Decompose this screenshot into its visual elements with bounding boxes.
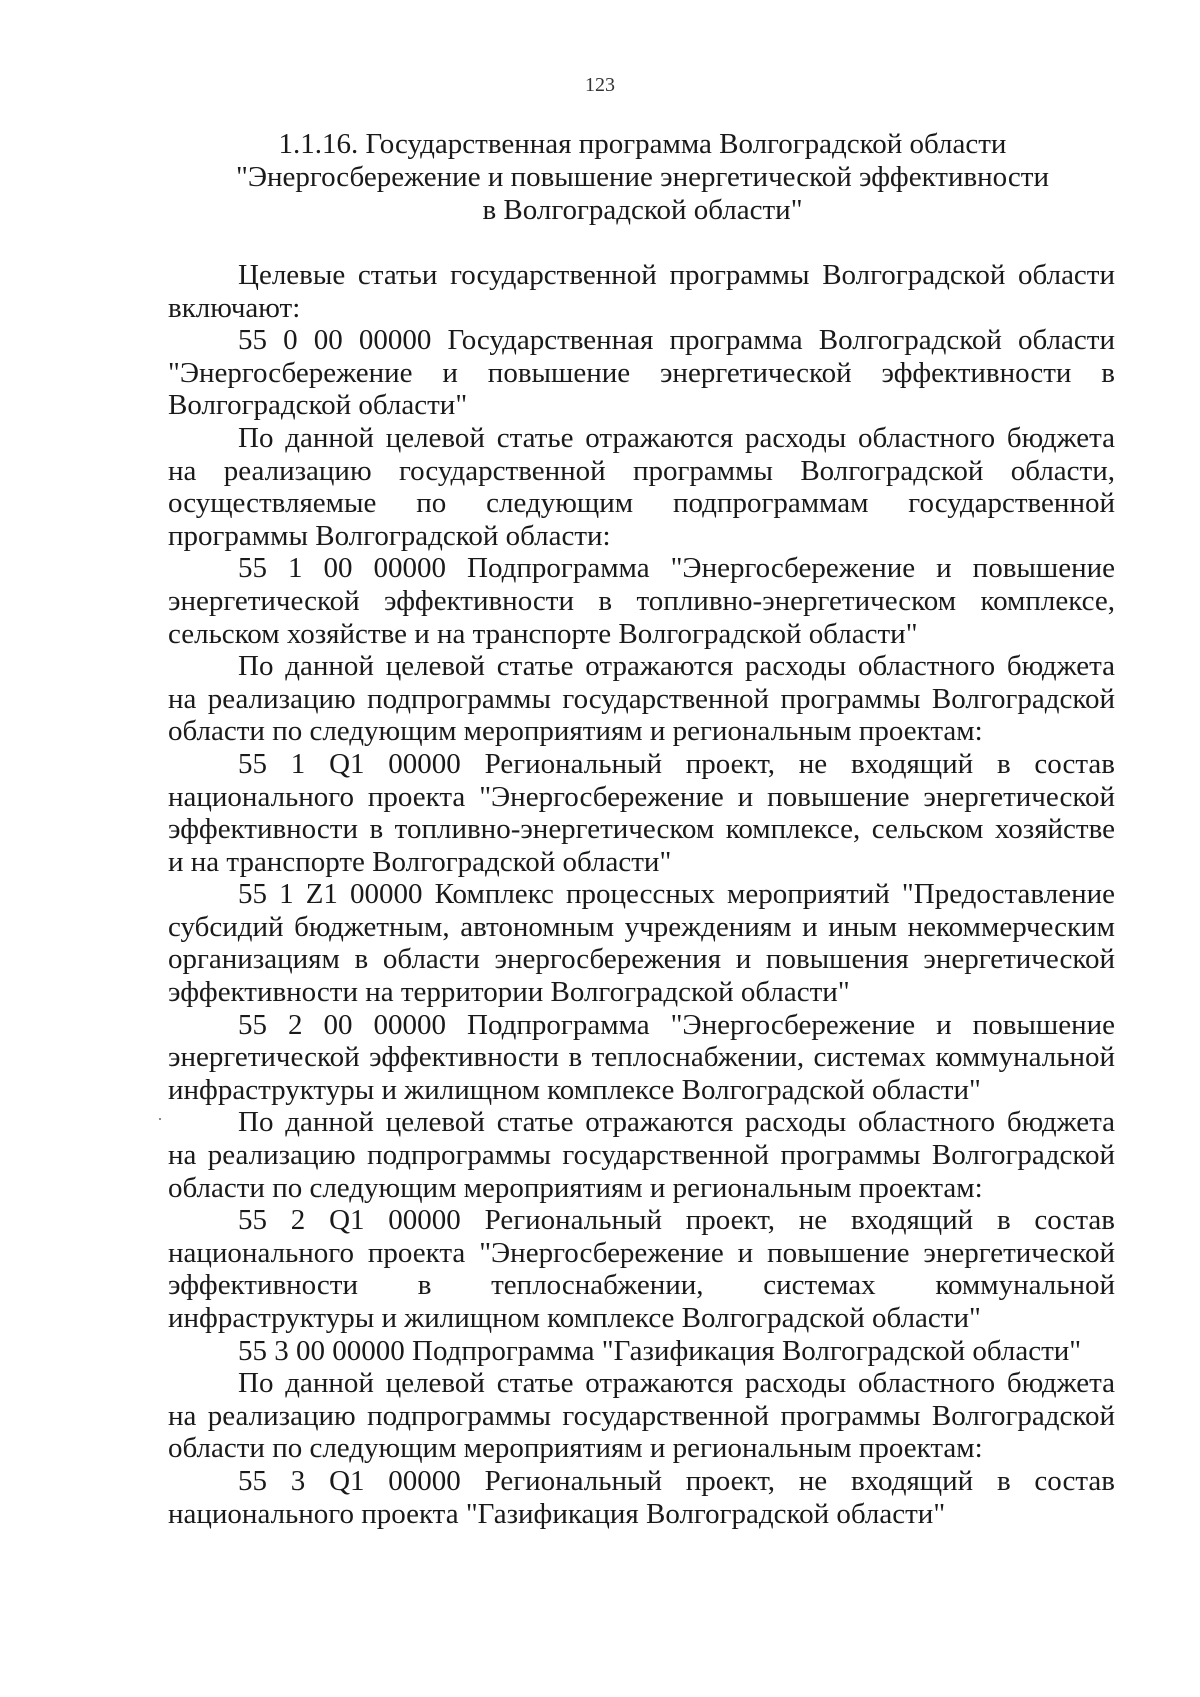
paragraph-project-55-2-q1: 55 2 Q1 00000 Региональный проект, не входящий в состав национального проекта "Энергосбережение и повышение энергетической эффективности в теплоснабжении, системах коммунальной инфраструктуры и жилищном комплексе Волгоградской области" [168,1204,1115,1334]
paragraph-subprogram-55-1: 55 1 00 00000 Подпрограмма "Энергосбережение и повышение энергетической эффективности в топливно-энергетическом комплексе, сельском хозяйстве и на транспорте Волгоградской области" [168,552,1115,650]
paragraph-subprogram-55-2: 55 2 00 00000 Подпрограмма "Энергосбережение и повышение энергетической эффективности в теплоснабжении, системах коммунальной инфраструктуры и жилищном комплексе Волгоградской области" [168,1008,1115,1106]
scan-artifact-dot [159,1118,161,1120]
heading-line-2: "Энергосбережение и повышение энергетической эффективности [236,161,1049,193]
paragraph-program-55-0: 55 0 00 00000 Государственная программа Волгоградской области "Энергосбережение и повышение энергетической эффективности в Волгоградской области" [168,324,1115,422]
section-heading [170,128,1115,227]
paragraph-project-55-1-q1: 55 1 Q1 00000 Региональный проект, не входящий в состав национального проекта "Энергосбережение и повышение энергетической эффективности в топливно-энергетическом комплексе, сельском хозяйстве и на транспорте Волгоградской области" [168,747,1115,878]
paragraph-intro: Целевые статьи государственной программы Волгоградской области включают: [168,259,1115,324]
heading-line-1: 1.1.16. Государственная программа Волгоградской области [278,128,1007,160]
paragraph-subprogram-55-3: 55 3 00 00000 Подпрограмма "Газификация Волгоградской области" [238,1334,1082,1367]
page-number: 123 [585,74,615,96]
paragraph-description: По данной целевой статье отражаются расходы областного бюджета на реализацию подпрограммы государственной программы Волгоградской области по следующим мероприятиям и региональным проектам: [168,650,1115,748]
paragraph-project-55-3-q1: 55 3 Q1 00000 Региональный проект, не входящий в состав национального проекта "Газификация Волгоградской области" [168,1464,1115,1530]
paragraph-description: По данной целевой статье отражаются расходы областного бюджета на реализацию государственной программы Волгоградской области, осуществляемые по следующим подпрограммам государственной программы Волгоградской области: [168,421,1115,552]
heading-line-3: в Волгоградской области" [482,194,803,226]
paragraph-description: По данной целевой статье отражаются расходы областного бюджета на реализацию подпрограммы государственной программы Волгоградской области по следующим мероприятиям и региональным проектам: [168,1106,1115,1204]
paragraph-complex-55-1-z1: 55 1 Z1 00000 Комплекс процессных мероприятий "Предоставление субсидий бюджетным, автономным учреждениям и иным некоммерческим организациям в области энергосбережения и повышения энергетической эффективности на территории Волгоградской области" [168,878,1115,1009]
document-body [168,259,1115,1530]
paragraph-description: По данной целевой статье отражаются расходы областного бюджета на реализацию подпрограммы государственной программы Волгоградской области по следующим мероприятиям и региональным проектам: [168,1367,1115,1465]
